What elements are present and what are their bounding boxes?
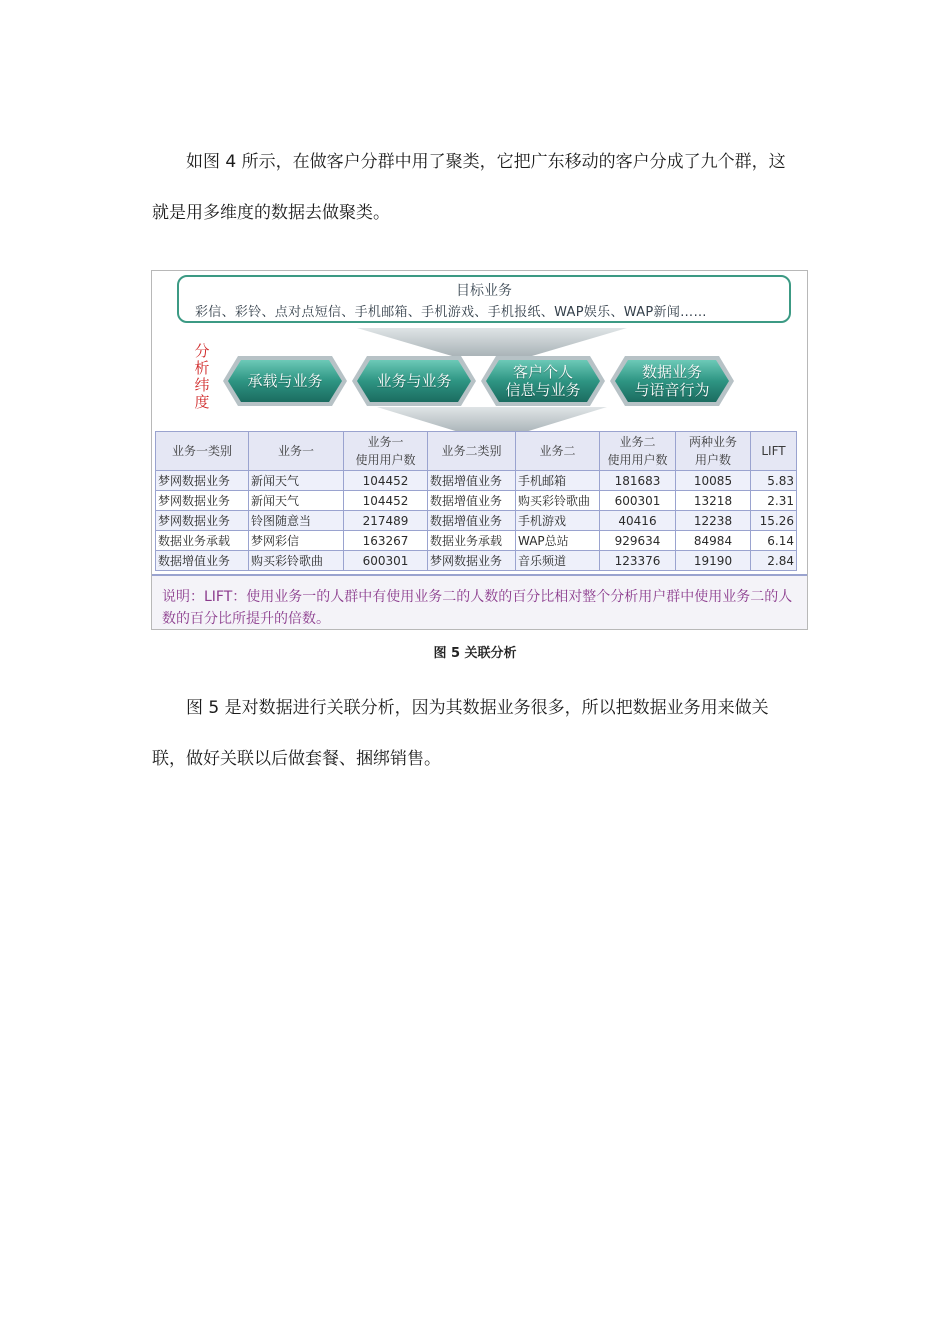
paragraph-intro — [152, 137, 802, 239]
table-cell: 梦网数据业务 — [156, 471, 249, 491]
table-cell: 手机游戏 — [516, 511, 600, 531]
table-cell: 购买彩铃歌曲 — [516, 491, 600, 511]
column-header: 两种业务 用户数 — [676, 432, 751, 471]
lift-explanation-note — [152, 574, 807, 630]
target-business-title: 目标业务 — [456, 283, 512, 299]
table-cell: 104452 — [344, 491, 428, 511]
funnel-arrow-bottom — [357, 407, 627, 433]
table-cell: 12238 — [676, 511, 751, 531]
table-cell: 40416 — [600, 511, 676, 531]
table-row — [156, 551, 797, 571]
table-cell: 手机邮箱 — [516, 471, 600, 491]
table-row — [156, 491, 797, 511]
dimension-label-1: 承载与业务 — [247, 372, 323, 390]
dimension-chevron-2 — [349, 353, 479, 409]
table-cell: 数据增值业务 — [428, 511, 516, 531]
table-cell: WAP总站 — [516, 531, 600, 551]
table-cell: 19190 — [676, 551, 751, 571]
table-cell: 104452 — [344, 471, 428, 491]
table-cell: 10085 — [676, 471, 751, 491]
target-business-items: 彩信、彩铃、点对点短信、手机邮箱、手机游戏、手机报纸、WAP娱乐、WAP新闻…… — [195, 305, 707, 320]
column-header: 业务二类别 — [428, 432, 516, 471]
table-cell: 13218 — [676, 491, 751, 511]
table-cell: 163267 — [344, 531, 428, 551]
figure-caption: 图 5 关联分析 — [433, 646, 517, 661]
analysis-dimension-label: 分析纬度 — [194, 342, 210, 411]
dimension-chevron-3 — [478, 353, 608, 409]
lift-explanation-text: 说明：LIFT：使用业务一的人群中有使用业务二的人数的百分比相对整个分析用户群中使用业务二的人数的百分比所提升的倍数。 — [162, 589, 793, 627]
table-row — [156, 471, 797, 491]
column-header: 业务二 — [516, 432, 600, 471]
table-cell: 5.83 — [751, 471, 797, 491]
table-cell: 梦网数据业务 — [428, 551, 516, 571]
table-cell: 音乐频道 — [516, 551, 600, 571]
table-cell: 84984 — [676, 531, 751, 551]
table-cell: 217489 — [344, 511, 428, 531]
column-header: 业务二 使用用户数 — [600, 432, 676, 471]
table-cell: 2.31 — [751, 491, 797, 511]
column-header: 业务一 — [249, 432, 344, 471]
funnel-arrow-top — [357, 328, 627, 356]
table-cell: 600301 — [344, 551, 428, 571]
column-header: 业务一 使用用户数 — [344, 432, 428, 471]
paragraph-association — [152, 683, 802, 785]
dimension-chevron-1 — [220, 353, 350, 409]
column-header: 业务一类别 — [156, 432, 249, 471]
table-cell: 新闻天气 — [249, 471, 344, 491]
table-cell: 数据增值业务 — [428, 491, 516, 511]
association-table — [155, 431, 797, 571]
table-cell: 数据增值业务 — [428, 471, 516, 491]
table-cell: 梦网彩信 — [249, 531, 344, 551]
table-cell: 123376 — [600, 551, 676, 571]
dimension-label-2: 业务与业务 — [376, 372, 452, 390]
table-cell: 6.14 — [751, 531, 797, 551]
paragraph-intro-text: 如图 4 所示，在做客户分群中用了聚类，它把广东移动的客户分成了九个群，这就是用多维度的数据去做聚类。 — [152, 152, 786, 223]
table-cell: 数据业务承载 — [428, 531, 516, 551]
table-row — [156, 531, 797, 551]
table-cell: 数据业务承载 — [156, 531, 249, 551]
association-analysis-figure — [151, 270, 808, 630]
table-cell: 929634 — [600, 531, 676, 551]
dimension-chevron-4 — [607, 353, 737, 409]
table-cell: 2.84 — [751, 551, 797, 571]
table-cell: 数据增值业务 — [156, 551, 249, 571]
table-cell: 购买彩铃歌曲 — [249, 551, 344, 571]
table-row — [156, 511, 797, 531]
table-cell: 铃图随意当 — [249, 511, 344, 531]
table-cell: 新闻天气 — [249, 491, 344, 511]
table-cell: 梦网数据业务 — [156, 511, 249, 531]
column-header: LIFT — [751, 432, 797, 471]
table-header-row — [156, 432, 797, 471]
table-cell: 15.26 — [751, 511, 797, 531]
dimension-label-4: 数据业务 与语音行为 — [634, 363, 710, 399]
table-cell: 梦网数据业务 — [156, 491, 249, 511]
table-cell: 600301 — [600, 491, 676, 511]
target-business-box — [177, 275, 791, 323]
paragraph-association-text: 图 5 是对数据进行关联分析，因为其数据业务很多，所以把数据业务用来做关联，做好关联以后做套餐、捆绑销售。 — [152, 698, 769, 769]
table-cell: 181683 — [600, 471, 676, 491]
dimension-label-3: 客户个人 信息与业务 — [505, 363, 581, 399]
